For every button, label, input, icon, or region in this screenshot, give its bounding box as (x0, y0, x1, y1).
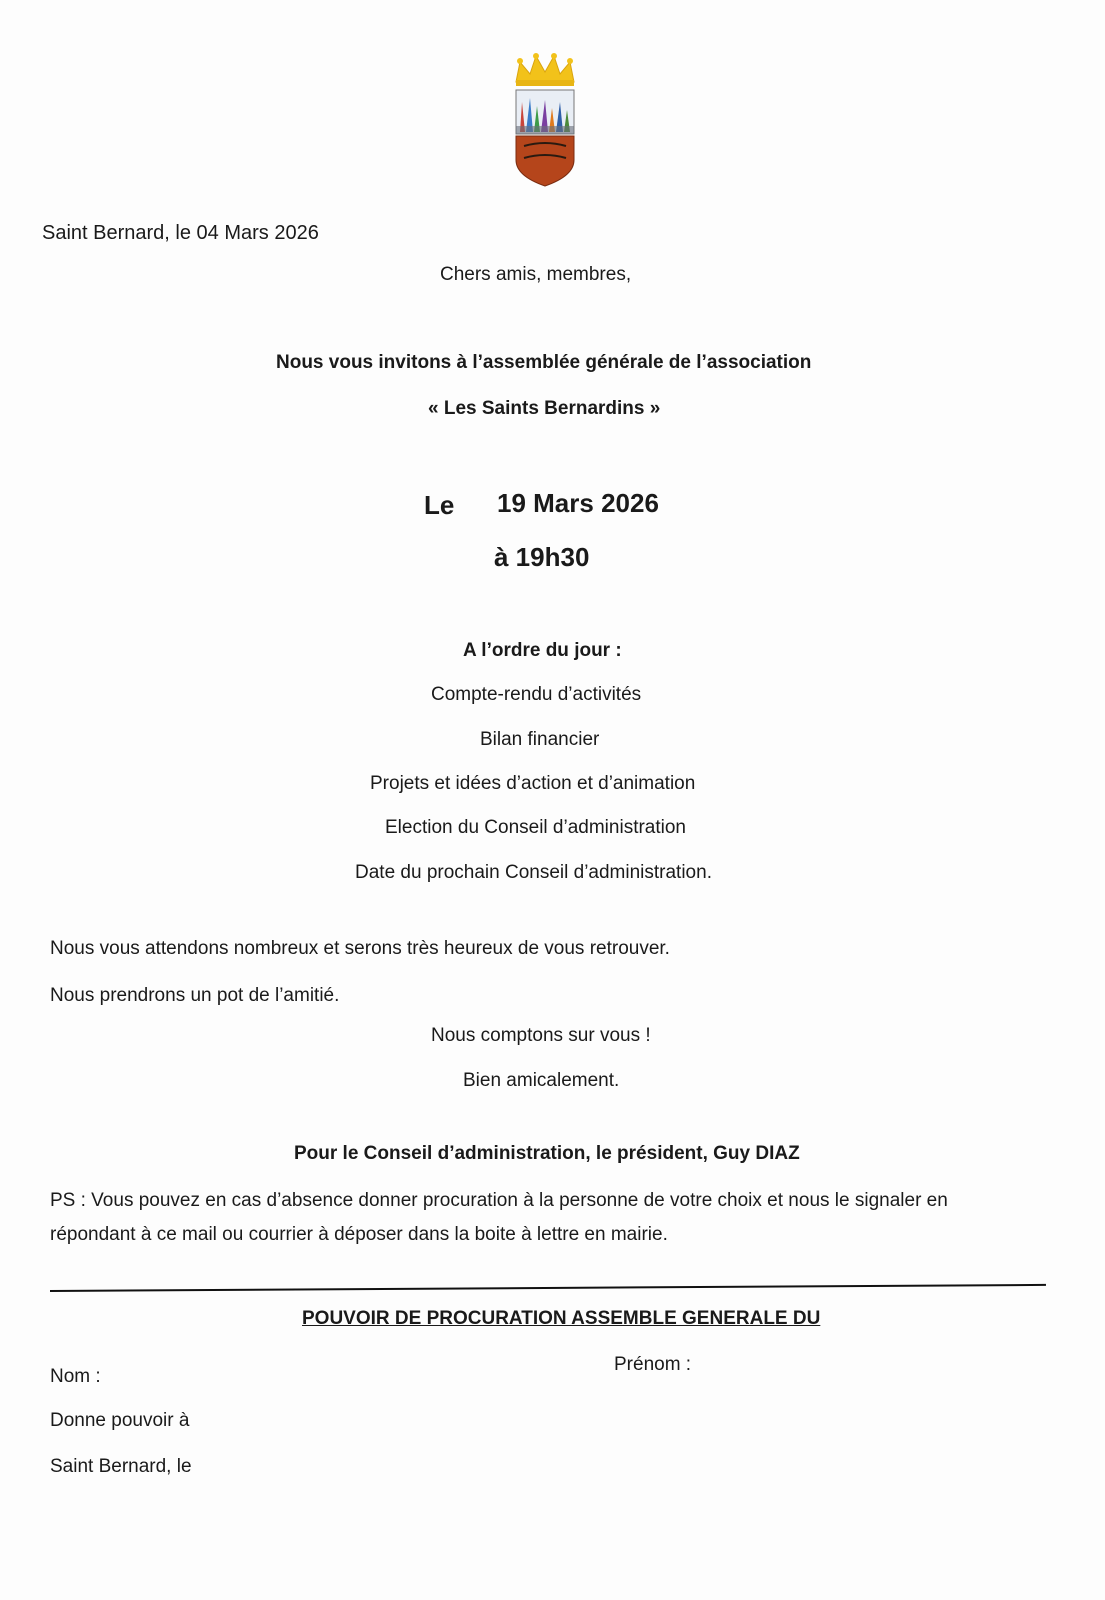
closing-line: Nous comptons sur vous ! (431, 1025, 651, 1046)
closing-line: Bien amicalement. (463, 1070, 620, 1091)
meeting-time: à 19h30 (494, 542, 590, 572)
donne-pouvoir-label: Donne pouvoir à (50, 1410, 190, 1431)
agenda-item: Election du Conseil d’administration (385, 817, 686, 838)
postscript: PS : Vous pouvez en cas d’absence donner procuration à la personne de votre choix et nous le signaler en répondant à ce mail ou courrier à déposer dans la boite à lettre en mairie. (50, 1190, 948, 1245)
place-date-label: Saint Bernard, le (50, 1456, 192, 1477)
place-date: Saint Bernard, le 04 Mars 2026 (42, 222, 319, 244)
association-name: « Les Saints Bernardins » (428, 398, 661, 419)
shield-upper (516, 90, 574, 134)
agenda-item: Bilan financier (480, 729, 600, 750)
agenda-item: Compte-rendu d’activités (431, 684, 642, 705)
meeting-le-label: Le (424, 490, 455, 520)
nom-label: Nom : (50, 1366, 101, 1387)
invitation-heading: Nous vous invitons à l’assemblée générale de l’association (276, 352, 812, 373)
shield-lower (516, 136, 574, 186)
paragraph-drink: Nous prendrons un pot de l’amitié. (50, 985, 340, 1006)
agenda-item: Projets et idées d’action et d’animation (370, 773, 696, 794)
divider-line (50, 1284, 1046, 1292)
signature: Pour le Conseil d’administration, le président, Guy DIAZ (294, 1143, 800, 1164)
coat-of-arms-logo (512, 52, 578, 188)
crown-icon (516, 53, 574, 86)
proxy-form-title: POUVOIR DE PROCURATION ASSEMBLE GENERALE DU (302, 1308, 821, 1329)
agenda-item: Date du prochain Conseil d’administration. (355, 862, 712, 883)
greeting: Chers amis, membres, (440, 264, 632, 285)
prenom-label: Prénom : (614, 1354, 692, 1375)
paragraph-welcome: Nous vous attendons nombreux et serons très heureux de vous retrouver. (50, 938, 670, 959)
meeting-date: 19 Mars 2026 (497, 488, 659, 518)
agenda-title: A l’ordre du jour : (463, 640, 622, 661)
